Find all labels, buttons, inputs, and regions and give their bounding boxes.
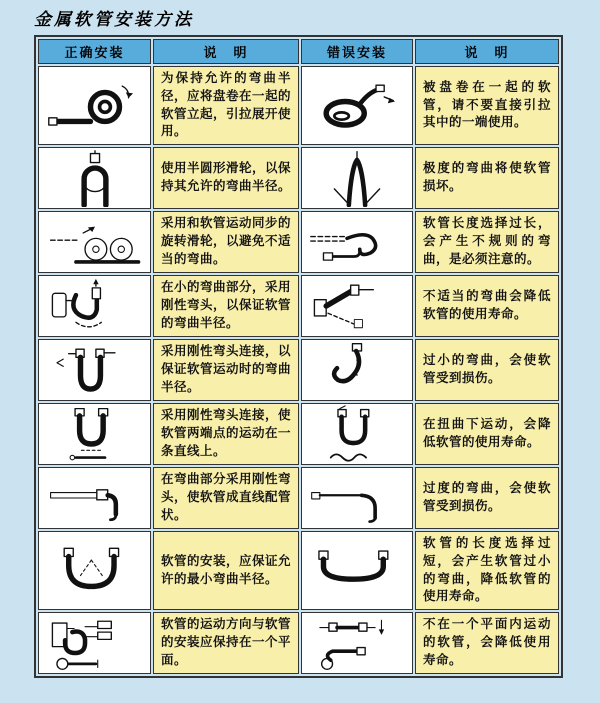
aligned-u-hose-icon — [40, 405, 149, 463]
correct-install-image-cell — [38, 275, 151, 337]
error-description-cell: 软管长度选择过长，会产生不规则的弯曲，是必须注意的。 — [415, 211, 559, 273]
table-row — [38, 339, 559, 401]
error-description-cell: 不在一个平面内运动的软管，会降低使用寿命。 — [415, 612, 559, 674]
error-description-cell: 在扭曲下运动，会降低软管的使用寿命。 — [415, 403, 559, 465]
table-row — [38, 211, 559, 273]
straight-pipe-elbow-icon — [40, 469, 149, 527]
installation-table — [34, 35, 563, 678]
header-error-description: 说 明 — [415, 39, 559, 64]
table-row — [38, 531, 559, 610]
extreme-bend-hose-icon — [303, 149, 411, 207]
error-install-image-cell — [301, 275, 413, 337]
table-body — [38, 66, 559, 674]
non-planar-hose-icon — [303, 614, 411, 672]
standing-coil-hose-icon — [40, 77, 149, 135]
header-correct-install: 正确安装 — [38, 39, 151, 64]
error-description-cell: 极度的弯曲将使软管损坏。 — [415, 147, 559, 209]
twisted-u-hose-icon — [303, 405, 411, 463]
correct-install-image-cell — [38, 66, 151, 145]
error-install-image-cell — [301, 339, 413, 401]
correct-install-image-cell — [38, 147, 151, 209]
table-row — [38, 403, 559, 465]
error-install-image-cell — [301, 612, 413, 674]
error-install-image-cell — [301, 467, 413, 529]
table-row — [38, 275, 559, 337]
header-correct-description: 说 明 — [153, 39, 299, 64]
correct-description-cell: 采用刚性弯头连接，使软管两端点的运动在一条直线上。 — [153, 403, 299, 465]
correct-description-cell: 为保持允许的弯曲半径，应将盘卷在一起的软管立起，引拉展开使用。 — [153, 66, 299, 145]
overbent-pipe-end-icon — [303, 469, 411, 527]
error-description-cell: 不适当的弯曲会降低软管的使用寿命。 — [415, 275, 559, 337]
header-error-install: 错误安装 — [301, 39, 413, 64]
correct-description-cell: 软管的运动方向与软管的安装应保持在一个平面。 — [153, 612, 299, 674]
short-hose-flat-u-icon — [303, 542, 411, 600]
correct-description-cell: 采用和软管运动同步的旋转滑轮，以避免不适当的弯曲。 — [153, 211, 299, 273]
page-title: 金属软管安装方法 — [34, 10, 194, 29]
correct-description-cell: 在小的弯曲部分，采用刚性弯头，以保证软管的弯曲半径。 — [153, 275, 299, 337]
improper-bend-fitting-icon — [303, 277, 411, 335]
error-install-image-cell — [301, 403, 413, 465]
error-description-cell: 过度的弯曲，会使软管受到损伤。 — [415, 467, 559, 529]
min-bend-radius-u-icon — [40, 542, 149, 600]
correct-install-image-cell — [38, 339, 151, 401]
correct-install-image-cell — [38, 531, 151, 610]
table-row — [38, 612, 559, 674]
correct-install-image-cell — [38, 612, 151, 674]
planar-trap-hose-icon — [40, 614, 149, 672]
error-install-image-cell — [301, 147, 413, 209]
table-row — [38, 467, 559, 529]
semicircular-pulley-hose-icon — [40, 149, 149, 207]
error-description-cell: 软管的长度选择过短，会产生软管过小的弯曲，降低软管的使用寿命。 — [415, 531, 559, 610]
correct-install-image-cell — [38, 211, 151, 273]
header-row — [38, 39, 559, 64]
rigid-elbow-u-hose-icon — [40, 341, 149, 399]
overlong-hose-loop-icon — [303, 213, 411, 271]
error-install-image-cell — [301, 531, 413, 610]
correct-description-cell: 使用半圆形滑轮，以保持其允许的弯曲半径。 — [153, 147, 299, 209]
correct-install-image-cell — [38, 467, 151, 529]
correct-description-cell: 在弯曲部分采用刚性弯头，使软管成直线配管状。 — [153, 467, 299, 529]
correct-description-cell: 软管的安装，应保证允许的最小弯曲半径。 — [153, 531, 299, 610]
rotating-pulleys-hose-icon — [40, 213, 149, 271]
table-row — [38, 147, 559, 209]
error-description-cell: 过小的弯曲，会使软管受到损伤。 — [415, 339, 559, 401]
error-install-image-cell — [301, 66, 413, 145]
rigid-elbow-small-bend-icon — [40, 277, 149, 335]
pulled-coil-hose-icon — [303, 77, 411, 135]
error-install-image-cell — [301, 211, 413, 273]
table-row — [38, 66, 559, 145]
error-description-cell: 被盘卷在一起的软管，请不要直接引拉其中的一端使用。 — [415, 66, 559, 145]
too-small-bend-hook-icon — [303, 341, 411, 399]
correct-description-cell: 采用刚性弯头连接，以保证软管运动时的弯曲半径。 — [153, 339, 299, 401]
correct-install-image-cell — [38, 403, 151, 465]
